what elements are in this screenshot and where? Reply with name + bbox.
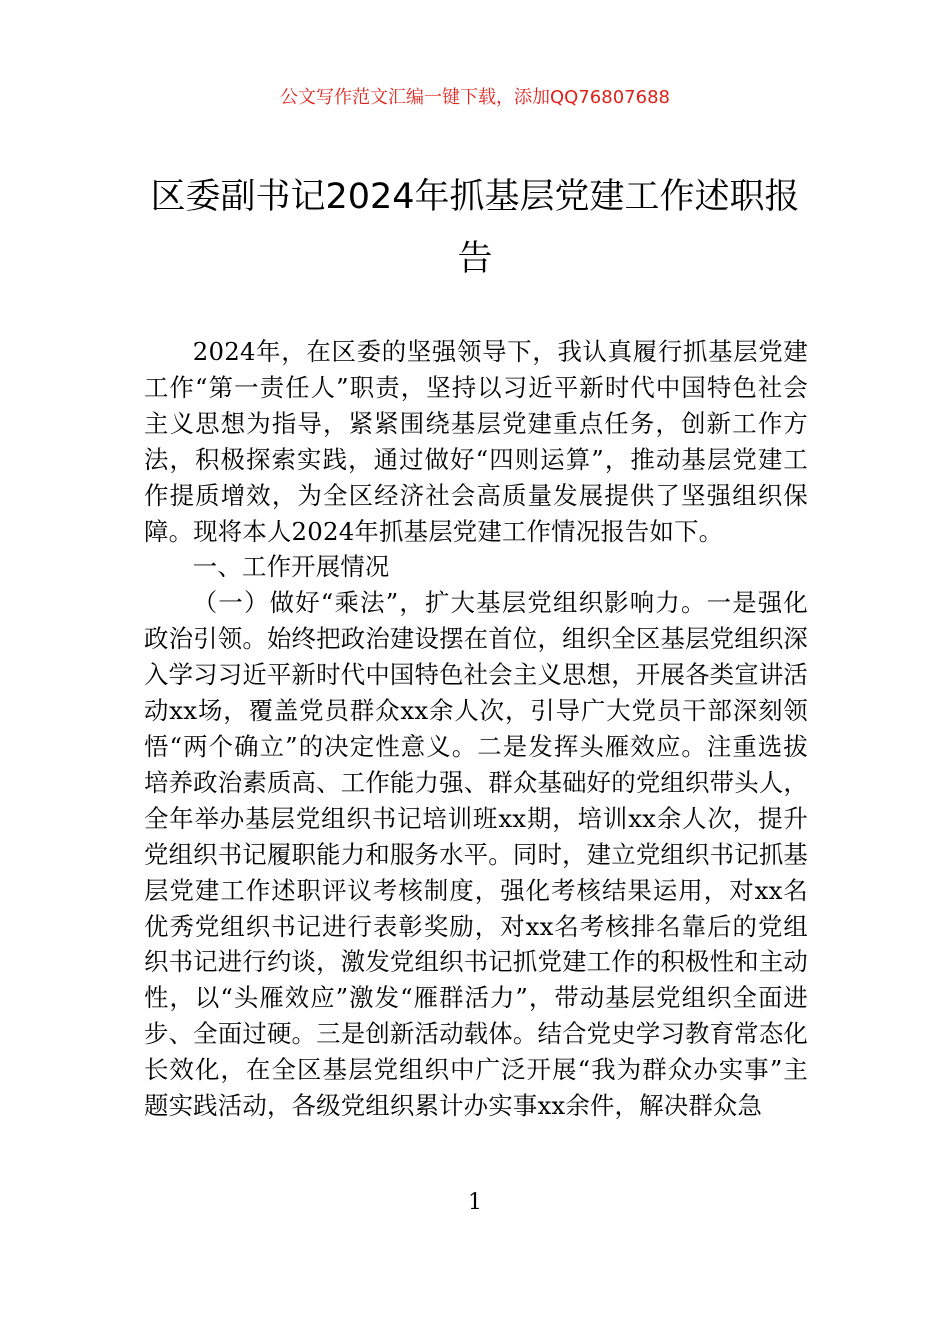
title-line-1: 区委副书记2024年抓基层党建工作述职报: [150, 177, 800, 217]
page-number: 1: [468, 1190, 482, 1215]
body-paragraph: （一）做好“乘法”，扩大基层党组织影响力。一是强化政治引领。始终把政治建设摆在首位，组织全区基层党组织深入学习习近平新时代中国特色社会主义思想，开展各类宣讲活动xx场，覆盖党员群众xx余人次，引导广大党员干部深刻领悟“两个确立”的决定性意义。二是发挥头雁效应。注重选拔培养政治素质高、工作能力强、群众基础好的党组织带头人，全年举办基层党组织书记培训班xx期，培训xx余人次，提升党组织书记履职能力和服务水平。同时，建立党组织书记抓基层党建工作述职评议考核制度，强化考核结果运用，对xx名优秀党组织书记进行表彰奖励，对xx名考核排名靠后的党组织书记进行约谈，激发党组织书记抓党建工作的积极性和主动性，以“头雁效应”激发“雁群活力”，带动基层党组织全面进步、全面过硬。三是创新活动载体。结合党史学习教育常态化长效化，在全区基层党组织中广泛开展“我为群众办实事”主题实践活动，各级党组织累计办实事xx余件，解决群众急: [144, 588, 808, 1121]
document-body: [144, 334, 808, 1124]
title-line-2: 告: [457, 239, 493, 279]
promo-banner: 公文写作范文汇编一键下载，添加QQ76807688: [280, 87, 670, 108]
document-title: [130, 166, 820, 290]
section-heading: 一、工作开展情况: [192, 552, 390, 582]
intro-paragraph: 2024年，在区委的坚强领导下，我认真履行抓基层党建工作“第一责任人”职责，坚持以习近平新时代中国特色社会主义思想为指导，紧紧围绕基层党建重点任务，创新工作方法，积极探索实践，通过做好“四则运算”，推动基层党建工作提质增效，为全区经济社会高质量发展提供了坚强组织保障。现将本人2024年抓基层党建工作情况报告如下。: [144, 337, 808, 546]
